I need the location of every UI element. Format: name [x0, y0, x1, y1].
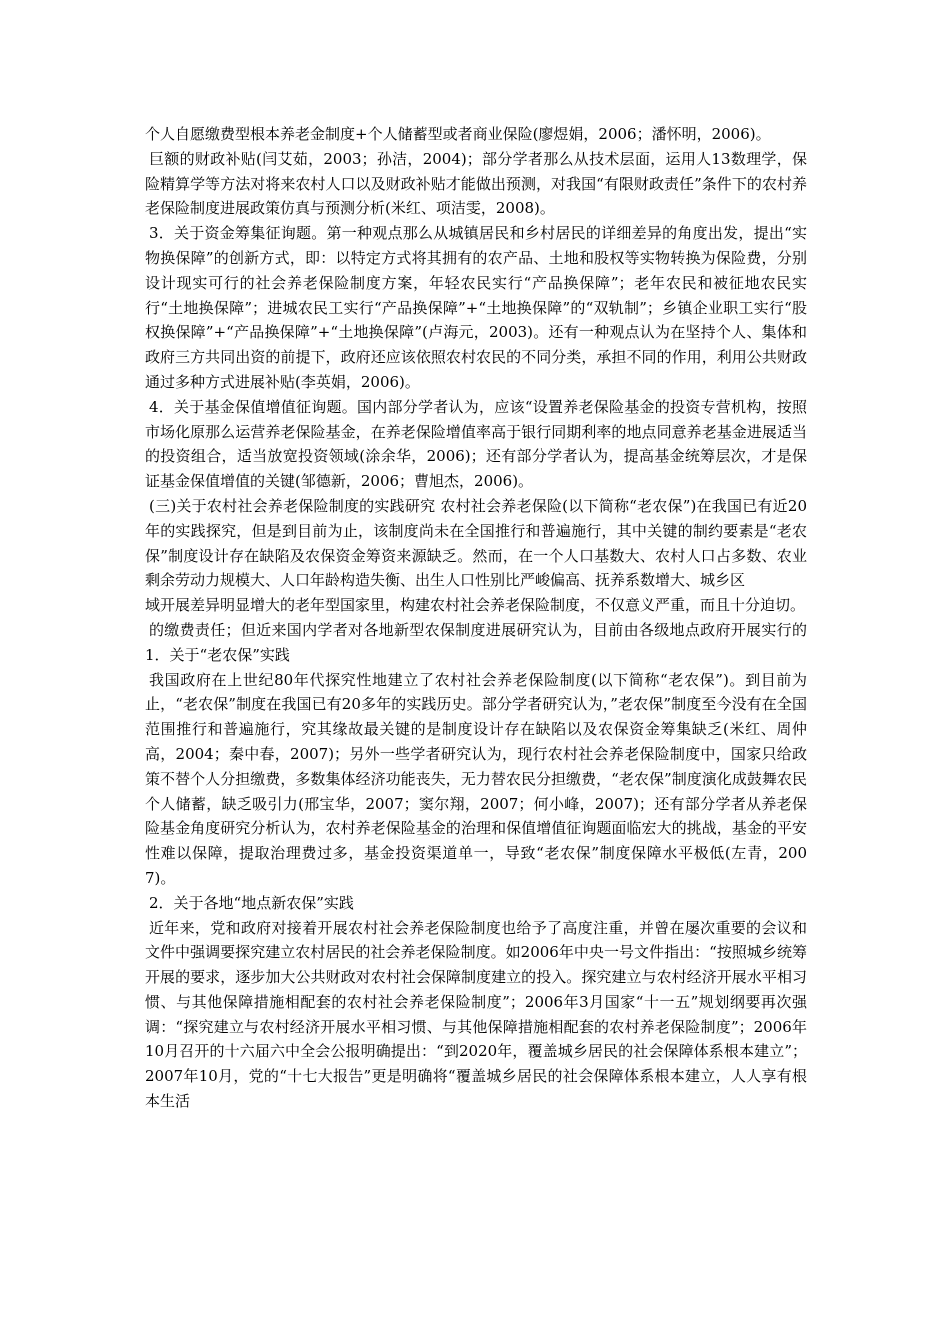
paragraph-9: 2．关于各地“地点新农保”实践 [149, 893, 354, 912]
paragraph-1: 个人自愿缴费型根本养老金制度+个人储蓄型或者商业保险(廖煜娟，2006；潘怀明，2006)。 [145, 125, 771, 143]
paragraph-3: 3．关于资金筹集征询题。第一种观点那么从城镇居民和乡村居民的详细差异的角度出发，提出“实物换保障”的创新方式，即：以特定方式将其拥有的农产品、土地和股权等实物转换为保险费，分别设计现实可行的社会养老保险制度方案，年轻农民实行“产品换保障”；老年农民和被征地农民实行“土地换保障”；进城农民工实行“产品换保障”+“土地换保障”的“双轨制”；乡镇企业职工实行“股权换保障”+“产品换保障”+“土地换保障”(卢海元，2003)。还有一种观点认为在坚持个人、集体和政府三方共同出资的前提下，政府还应该依照农村农民的不同分类，承担不同的作用，利用公共财政通过多种方式进展补贴(李英娟，2006)。 [145, 224, 807, 391]
paragraph-6: 域开展差异明显增大的老年型国家里，构建农村社会养老保险制度，不仅意义严重，而且十分迫切。 [145, 596, 806, 615]
paragraph-2: 巨额的财政补贴(闫艾茹，2003；孙洁，2004)；部分学者那么从技术层面，运用人13数理学，保险精算学等方法对将来农村人口以及财政补贴才能做出预测，对我国“有限财政责任”条件下的农村养老保险制度进展政策仿真与预测分析(米红、项洁雯，2008)。 [145, 149, 807, 218]
paragraph-7: 的缴费责任；但近来国内学者对各地新型农保制度进展研究认为，目前由各级地点政府开展实行的1．关于“老农保”实践 [145, 620, 807, 664]
paragraph-8: 我国政府在上世纪80年代探究性地建立了农村社会养老保险制度(以下简称“老农保”)。到目前为止，“老农保”制度在我国已有20多年的实践历史。部分学者研究认为，”老农保”制度至今没有在全国范围推行和普遍施行，究其缘故最关键的是制度设计存在缺陷以及农保资金筹集缺乏(米红、周仲高，2004；秦中春，2007)；另外一些学者研究认为，现行农村社会养老保险制度中，国家只给政策不替个人分担缴费，多数集体经济功能丧失，无力替农民分担缴费，“老农保”制度演化成鼓舞农民个人储蓄，缺乏吸引力(邢宝华，2007；窦尔翔，2007；何小峰，2007)；还有部分学者从养老保险基金角度研究分析认为，农村养老保险基金的治理和保值增值征询题面临宏大的挑战，基金的平安性难以保障，提取治理费过多，基金投资渠道单一，导致“老农保”制度保障水平极低(左青，2007)。 [145, 670, 807, 887]
paragraph-5: (三)关于农村社会养老保险制度的实践研究 农村社会养老保险(以下简称“老农保”)在我国已有近20年的实践探究，但是到目前为止，该制度尚未在全国推行和普遍施行，其中关键的制约要素是“老农保”制度设计存在缺陷及农保资金筹资来源缺乏。然而，在一个人口基数大、农村人口占多数、农业剩余劳动力规模大、人口年龄构造失衡、出生人口性别比严峻偏高、抚养系数增大、城乡区 [145, 496, 807, 590]
paragraph-4: 4．关于基金保值增值征询题。国内部分学者认为，应该“设置养老保险基金的投资专营机构，按照市场化原那么运营养老保险基金，在养老保险增值率高于银行同期利率的地点同意养老基金进展适当的投资组合，适当放宽投资领域(涂余华，2006)；还有部分学者认为，提高基金统筹层次，才是保证基金保值增值的关键(邹德新，2006；曹旭杰，2006)。 [145, 397, 807, 491]
paragraph-10: 近年来，党和政府对接着开展农村社会养老保险制度也给予了高度注重，并曾在屡次重要的会议和文件中强调要探究建立农村居民的社会养老保险制度。如2006年中央一号文件指出：“按照城乡统筹开展的要求，逐步加大公共财政对农村社会保障制度建立的投入。探究建立与农村经济开展水平相习惯、与其他保障措施相配套的农村社会养老保险制度”；2006年3月国家“十一五”规划纲要再次强调：“探究建立与农村经济开展水平相习惯、与其他保障措施相配套的农村养老保险制度”；2006年10月召开的十六届六中全会公报明确提出：“到2020年，覆盖城乡居民的社会保障体系根本建立”；2007年10月，党的“十七大报告”更是明确将“覆盖城乡居民的社会保障体系根本建立，人人享有根本生活 [145, 918, 807, 1111]
document-body [145, 122, 807, 1114]
